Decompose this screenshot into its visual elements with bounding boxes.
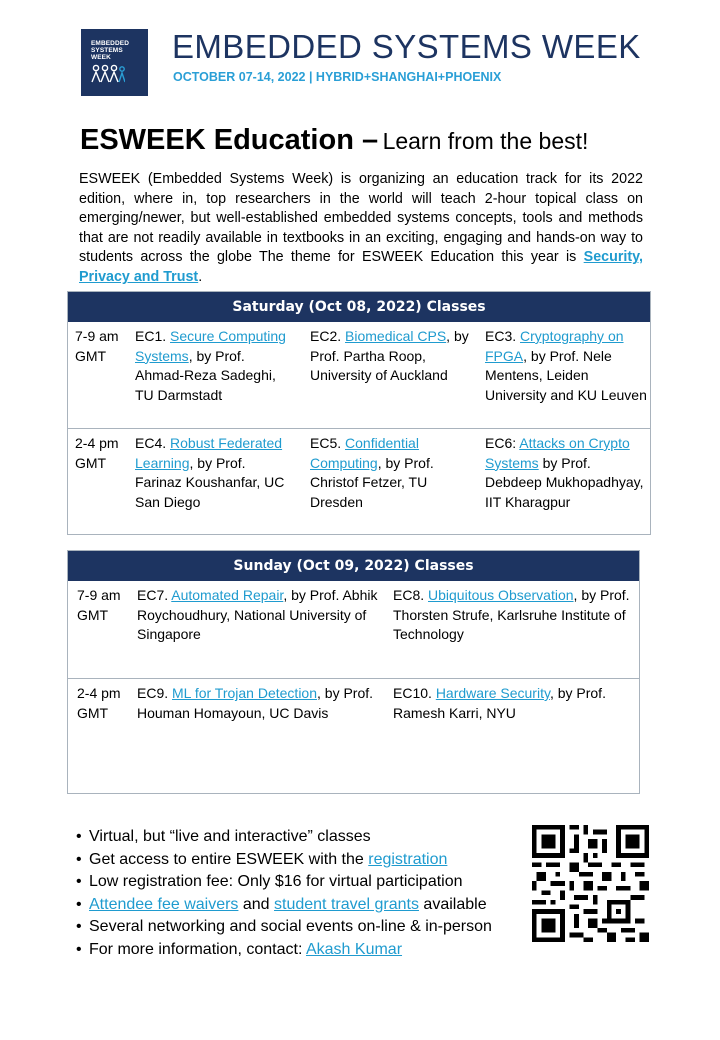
sunday-classes-table <box>67 550 640 794</box>
class-link-ec1[interactable]: Secure Computing Systems <box>135 328 286 364</box>
class-link-ec5[interactable]: Confidential Computing <box>310 435 419 471</box>
intro-paragraph: ESWEEK (Embedded Systems Week) is organizing an education track for its 2022 edition, where in, top researchers in the world will teach 2-hour topical class on emerging/newer, but well-established embedded systems concepts, tools and methods that are not readily available in textbooks in an exciting, engaging and hands-on way to students across the globe The theme for ESWEEK Education this year is Security, Privacy and Trust. <box>79 171 643 285</box>
registration-link[interactable]: registration <box>368 850 448 868</box>
page-title-sub: Learn from the best! <box>382 128 589 154</box>
class-link-ec7[interactable]: Automated Repair <box>171 587 284 603</box>
list-item: • For more information, contact: Akash Kumar <box>76 939 536 962</box>
info-bullet-list <box>76 826 536 961</box>
travel-grants-link[interactable]: student travel grants <box>274 895 419 913</box>
header-title: EMBEDDED SYSTEMS WEEK <box>172 28 641 65</box>
class-ec6: EC6: Attacks on Crypto Systems by Prof. Debdeep Mukhopadhyay, IIT Kharagpur <box>485 435 644 510</box>
time-slot-afternoon: 2-4 pm GMT <box>75 435 119 471</box>
class-ec5: EC5. Confidential Computing, by Prof. Christof Fetzer, TU Dresden <box>310 435 434 510</box>
qr-code[interactable] <box>531 825 650 942</box>
class-link-ec3[interactable]: Cryptography on FPGA <box>485 328 624 364</box>
list-item: • Several networking and social events on-line & in-person <box>76 916 536 939</box>
class-link-ec4[interactable]: Robust Federated Learning <box>135 435 283 471</box>
time-slot-morning: 7-9 am GMT <box>75 328 119 364</box>
theme-link[interactable]: Security, Privacy and Trust <box>79 249 643 285</box>
class-link-ec10[interactable]: Hardware Security <box>435 685 550 701</box>
fee-waivers-link[interactable]: Attendee fee waivers <box>89 895 239 913</box>
time-slot-morning: 7-9 am GMT <box>77 587 121 623</box>
list-item: • Virtual, but “live and interactive” classes <box>76 826 536 849</box>
list-item: • Get access to entire ESWEEK with the registration <box>76 849 536 872</box>
page-title <box>80 124 588 157</box>
sunday-table-header: Sunday (Oct 09, 2022) Classes <box>68 551 639 581</box>
class-link-ec6[interactable]: Attacks on Crypto Systems <box>485 435 630 471</box>
list-item: • Attendee fee waivers and student travel grants available <box>76 894 536 917</box>
intro-text: ESWEEK (Embedded Systems Week) is organizing an education track for its 2022 edition, where in, top researchers in the world will teach 2-hour topical class on emerging/newer, but well-established embedded systems concepts, tools and methods that are not readily available in textbooks in an exciting, engaging and hands-on way to students across the globe The theme for ESWEEK Education this year is <box>79 171 643 266</box>
class-link-ec8[interactable]: Ubiquitous Observation <box>428 587 574 603</box>
class-ec4: EC4. Robust Federated Learning, by Prof. Farinaz Koushanfar, UC San Diego <box>135 435 285 510</box>
class-ec8: EC8. Ubiquitous Observation, by Prof. Thorsten Strufe, Karlsruhe Institute of Technology <box>393 587 630 642</box>
class-ec3: EC3. Cryptography on FPGA, by Prof. Nele Mentens, Leiden University and KU Leuven <box>485 328 647 403</box>
saturday-classes-table <box>67 291 651 535</box>
class-ec9: EC9. ML for Trojan Detection, by Prof. Houman Homayoun, UC Davis <box>137 685 374 721</box>
class-link-ec2[interactable]: Biomedical CPS <box>345 328 447 344</box>
row-divider <box>68 428 650 429</box>
people-figures-icon <box>91 64 125 84</box>
list-item: • Low registration fee: Only $16 for virtual participation <box>76 871 536 894</box>
saturday-table-header: Saturday (Oct 08, 2022) Classes <box>68 292 650 322</box>
logo-text: EMBEDDED SYSTEMS WEEK <box>91 40 129 61</box>
class-ec10: EC10. Hardware Security, by Prof. Ramesh Karri, NYU <box>393 685 606 721</box>
class-ec7: EC7. Automated Repair, by Prof. Abhik Roychoudhury, National University of Singapore <box>137 587 378 642</box>
esweek-logo <box>81 29 148 96</box>
row-divider <box>68 678 639 679</box>
header-subtitle: OCTOBER 07-14, 2022 | HYBRID+SHANGHAI+PHOENIX <box>173 70 502 84</box>
class-ec2: EC2. Biomedical CPS, by Prof. Partha Roop, University of Auckland <box>310 328 469 383</box>
contact-link[interactable]: Akash Kumar <box>305 940 403 958</box>
class-ec1: EC1. Secure Computing Systems, by Prof. Ahmad-Reza Sadeghi, TU Darmstadt <box>135 328 286 403</box>
time-slot-afternoon: 2-4 pm GMT <box>77 685 121 721</box>
page-title-main: ESWEEK Education – <box>80 124 379 156</box>
class-link-ec9[interactable]: ML for Trojan Detection <box>172 685 318 701</box>
